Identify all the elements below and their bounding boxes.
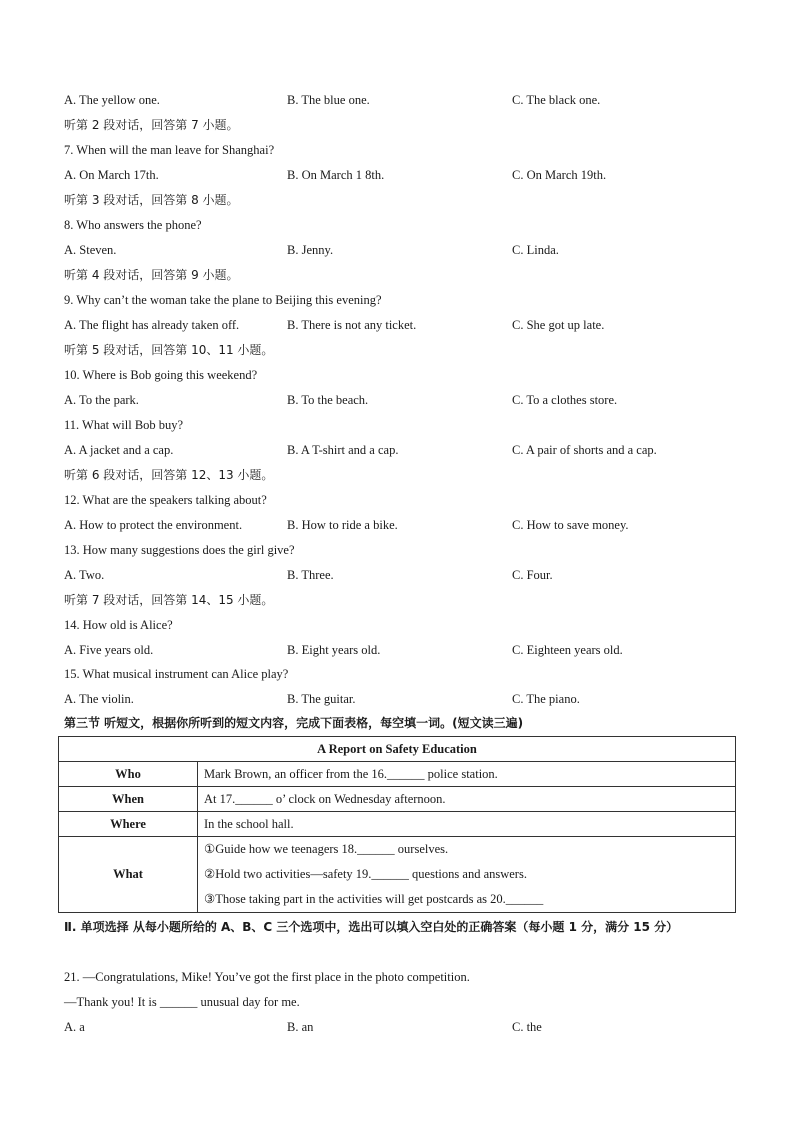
dialog-7-instruction: 听第 7 段对话，回答第 14、15 小题。 (64, 593, 274, 607)
q12-option-b: B. How to ride a bike. (287, 518, 398, 532)
q21-option-c: C. the (512, 1020, 542, 1034)
q10-option-c: C. To a clothes store. (512, 393, 618, 407)
report-label-who: Who (59, 762, 198, 787)
q11-option-b: B. A T-shirt and a cap. (287, 443, 399, 457)
report-value-when: At 17.______ o’ clock on Wednesday afternoon. (198, 787, 736, 812)
q12-option-c: C. How to save money. (512, 518, 629, 532)
q7-option-b: B. On March 1 8th. (287, 168, 385, 182)
q10-stem: 10. Where is Bob going this weekend? (64, 368, 258, 382)
q8-stem: 8. Who answers the phone? (64, 218, 202, 232)
q12-stem: 12. What are the speakers talking about? (64, 493, 267, 507)
dialog-3-instruction: 听第 3 段对话，回答第 8 小题。 (64, 193, 239, 207)
q10-option-b: B. To the beach. (287, 393, 369, 407)
report-value-where: In the school hall. (198, 812, 736, 837)
q14-option-b: B. Eight years old. (287, 643, 381, 657)
q21-option-b: B. an (287, 1020, 314, 1034)
q15-option-b: B. The guitar. (287, 692, 356, 706)
report-row-what (59, 837, 736, 913)
what-item-3: ③Those taking part in the activities will get postcards as 20.______ (204, 892, 544, 906)
q9-option-c: C. She got up late. (512, 318, 605, 332)
q13-option-b: B. Three. (287, 568, 334, 582)
q15-stem: 15. What musical instrument can Alice play? (64, 667, 289, 681)
q13-stem: 13. How many suggestions does the girl give? (64, 543, 295, 557)
q6-option-a: A. The yellow one. (64, 93, 160, 107)
report-label-where: Where (59, 812, 198, 837)
report-row-where (59, 812, 736, 837)
report-title: A Report on Safety Education (59, 737, 736, 762)
report-row-when (59, 787, 736, 812)
q9-stem: 9. Why can’t the woman take the plane to Beijing this evening? (64, 293, 382, 307)
q11-option-a: A. A jacket and a cap. (64, 443, 174, 457)
q21-line-1: 21. —Congratulations, Mike! You’ve got the first place in the photo competition. (64, 970, 470, 984)
q21-option-a: A. a (64, 1020, 85, 1034)
q9-option-a: A. The flight has already taken off. (64, 318, 240, 332)
q15-option-a: A. The violin. (64, 692, 134, 706)
report-value-who: Mark Brown, an officer from the 16.______ police station. (198, 762, 736, 787)
q6-option-b: B. The blue one. (287, 93, 370, 107)
q14-option-c: C. Eighteen years old. (512, 643, 623, 657)
q8-option-b: B. Jenny. (287, 243, 334, 257)
report-value-what (198, 837, 736, 913)
section-2-heading: Ⅱ. 单项选择 从每小题所给的 A、B、C 三个选项中，选出可以填入空白处的正确答案（每小题 1 分，满分 15 分） (64, 920, 679, 934)
q8-option-a: A. Steven. (64, 243, 117, 257)
what-item-2: ②Hold two activities—safety 19.______ questions and answers. (204, 867, 527, 881)
q7-stem: 7. When will the man leave for Shanghai? (64, 143, 275, 157)
q7-option-c: C. On March 19th. (512, 168, 607, 182)
q8-option-c: C. Linda. (512, 243, 559, 257)
dialog-6-instruction: 听第 6 段对话，回答第 12、13 小题。 (64, 468, 274, 482)
report-label-when: When (59, 787, 198, 812)
q15-option-c: C. The piano. (512, 692, 580, 706)
q11-option-c: C. A pair of shorts and a cap. (512, 443, 657, 457)
section-3-heading: 第三节 听短文，根据你所听到的短文内容，完成下面表格，每空填一词。(短文读三遍) (64, 716, 524, 730)
q14-stem: 14. How old is Alice? (64, 618, 173, 632)
dialog-5-instruction: 听第 5 段对话，回答第 10、11 小题。 (64, 343, 274, 357)
what-item-1: ①Guide how we teenagers 18.______ ourselves. (204, 842, 449, 856)
dialog-2-instruction: 听第 2 段对话，回答第 7 小题。 (64, 118, 239, 132)
q9-option-b: B. There is not any ticket. (287, 318, 417, 332)
q13-option-a: A. Two. (64, 568, 105, 582)
report-table (58, 736, 736, 913)
q13-option-c: C. Four. (512, 568, 553, 582)
q7-option-a: A. On March 17th. (64, 168, 159, 182)
q21-line-2: —Thank you! It is ______ unusual day for me. (64, 995, 300, 1009)
q12-option-a: A. How to protect the environment. (64, 518, 243, 532)
dialog-4-instruction: 听第 4 段对话，回答第 9 小题。 (64, 268, 239, 282)
report-label-what: What (59, 837, 198, 913)
q11-stem: 11. What will Bob buy? (64, 418, 184, 432)
report-title-row (59, 737, 736, 762)
report-row-who (59, 762, 736, 787)
q6-option-c: C. The black one. (512, 93, 601, 107)
q10-option-a: A. To the park. (64, 393, 139, 407)
q14-option-a: A. Five years old. (64, 643, 154, 657)
